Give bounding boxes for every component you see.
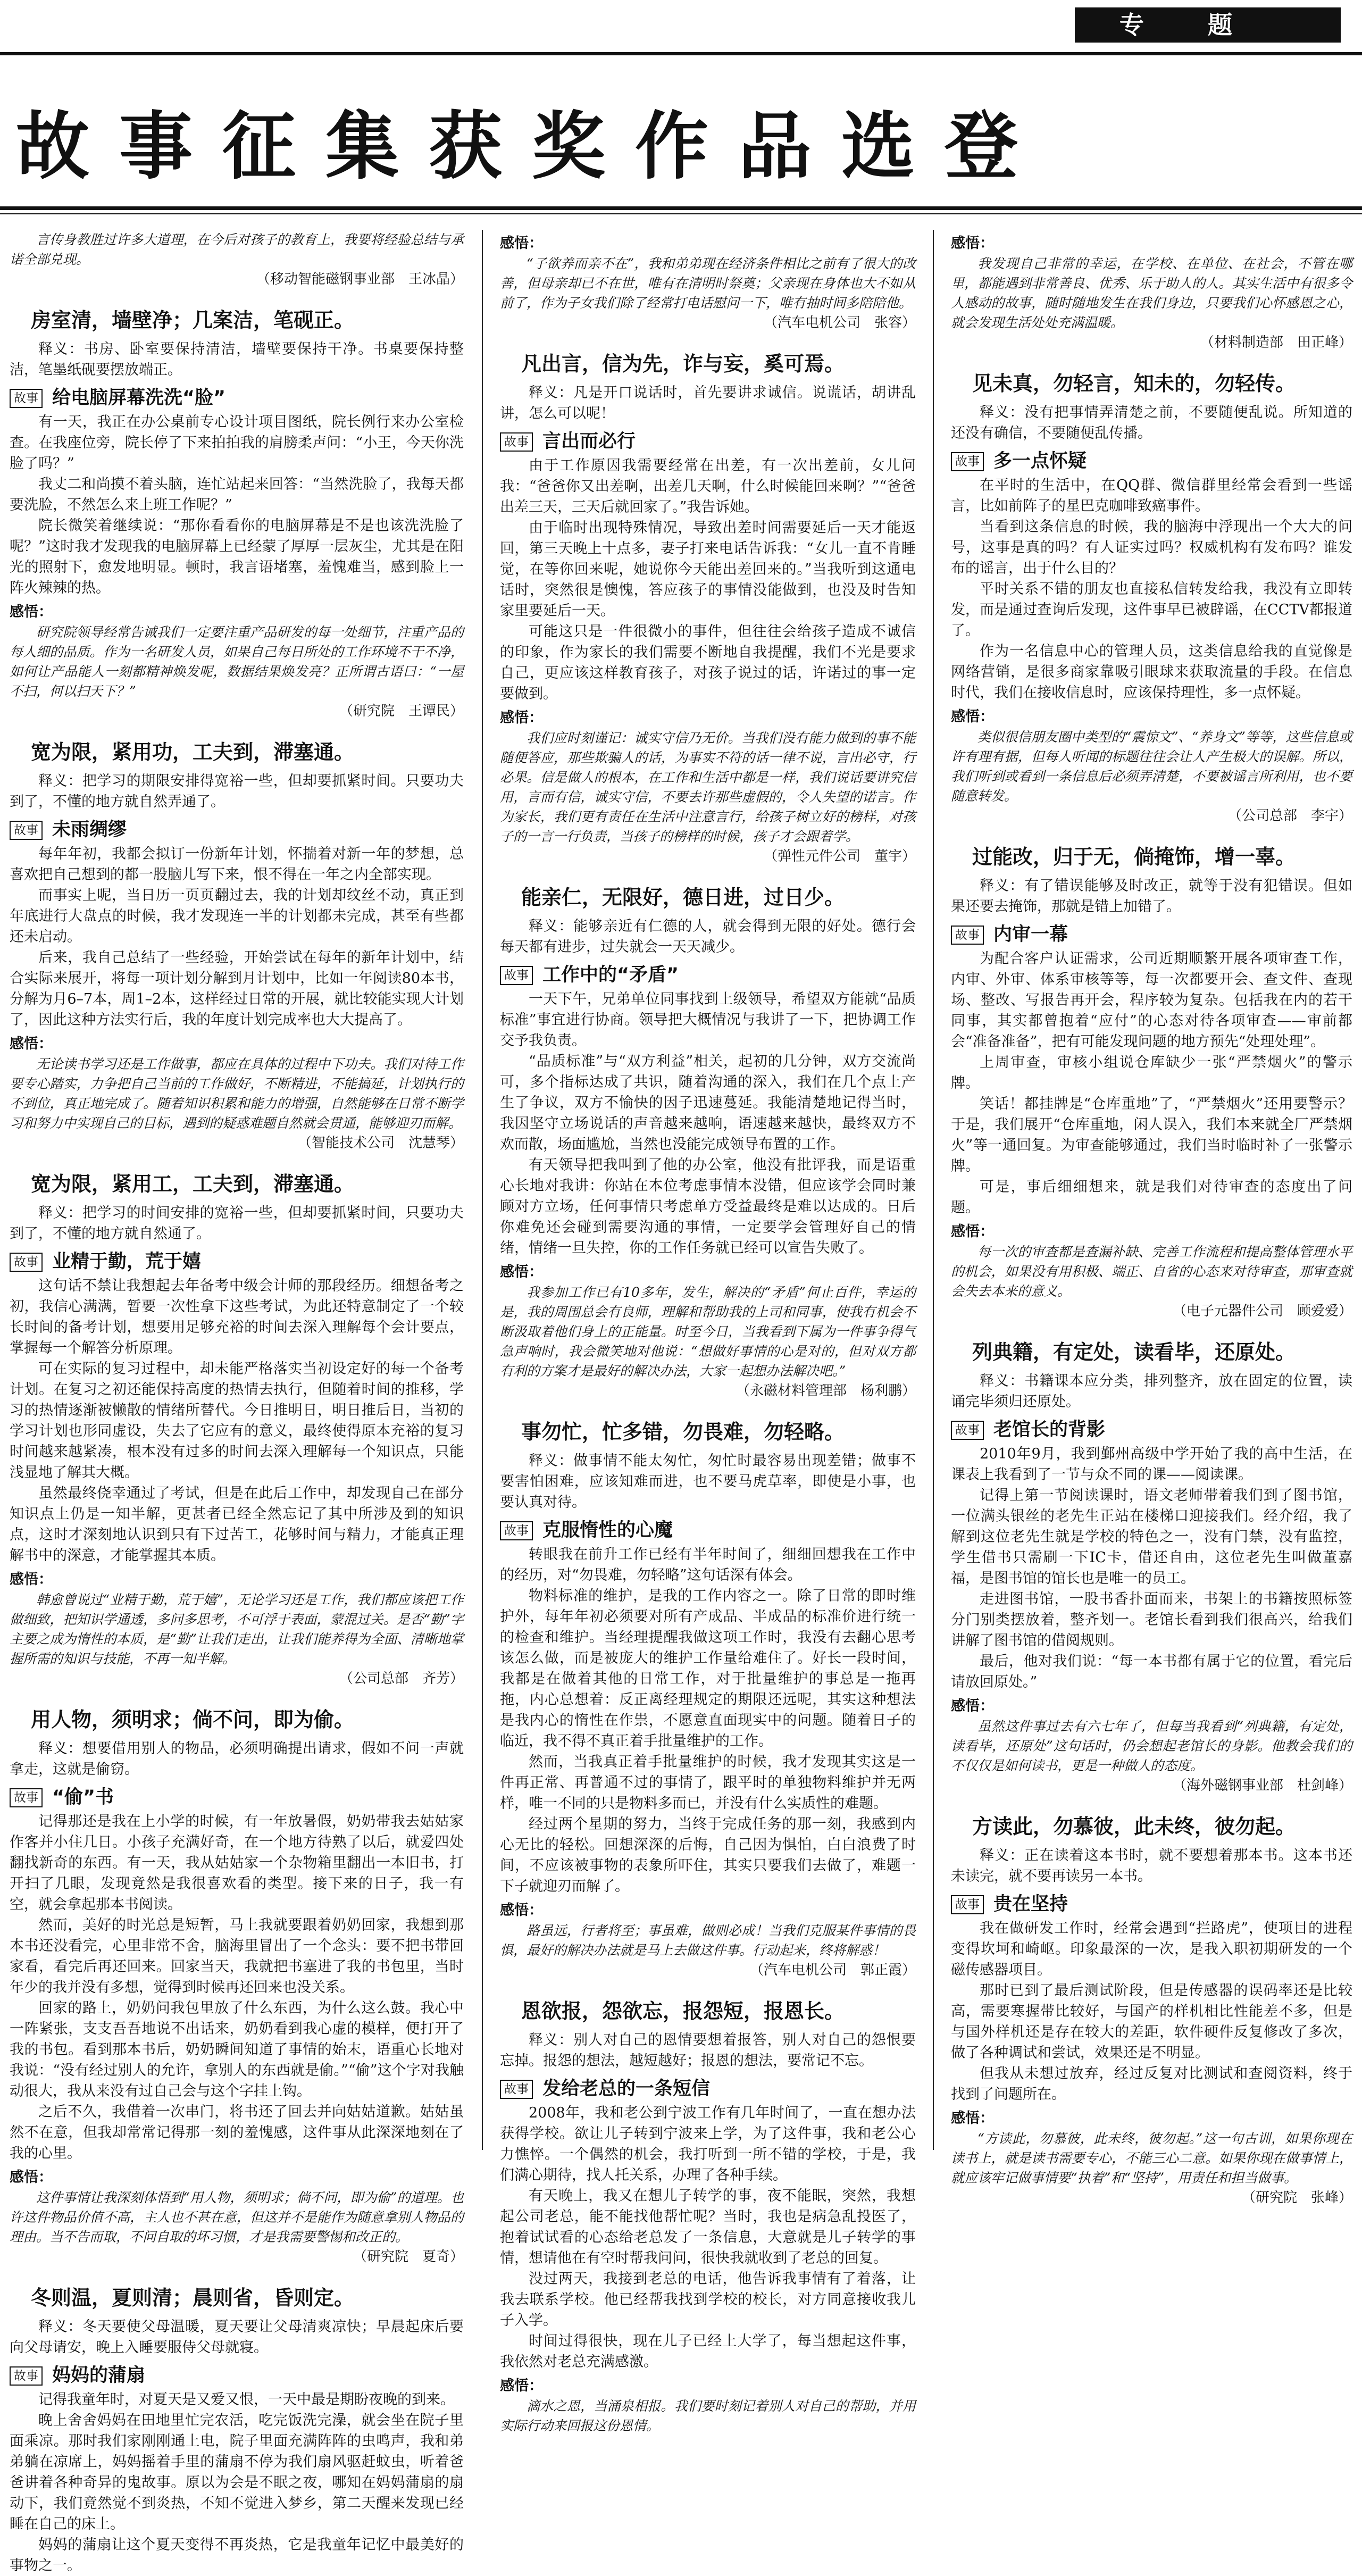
story-paragraph: 有天领导把我叫到了他的办公室，他没有批评我，而是语重心长地对我讲：你站在本位考虑事情本没错，但应该学会同时兼顾对方立场，任何事情只考虑单方受益最终是难以达成的。日后你难免还会碰到需要沟通的事情，一定要学会管理好自己的情绪，情绪一旦失控，你的工作任务就已经可以宣告失败了。 xyxy=(500,1157,916,1256)
section-title: 冬则温，夏则清；晨则省，昏则定。 xyxy=(31,2286,355,2310)
story-paragraph: 笑话！都挂牌是“仓库重地”了，“严禁烟火”还用要警示？于是，我们展开“仓库重地，闲人误入，我们本来就全厂严禁烟火”等一通回复。为审查能够通过，我们当时临时补了一张警示牌。 xyxy=(951,1096,1352,1174)
story-paragraph: 经过两个星期的努力，当终于完成任务的那一刻，我感到内心无比的轻松。回想深深的后悔，自己因为惧怕，白白浪费了时间，不应该被事物的表象所吓住，其实只要我们去做了，难题一下子就迎刃而解了。 xyxy=(500,1816,916,1895)
story-paragraph: 然而，当我真正着手批量维护的时候，我才发现其实这是一件再正常、再普通不过的事情了，跟平时的单独物料维护并无两样，唯一不同的只是物料多而已，并没有什么实质性的难题。 xyxy=(500,1754,916,1812)
lead-text: 言传身教胜过许多大道理，在今后对孩子的教育上，我要将经验总结与承诺全部兑现。 xyxy=(10,232,464,267)
author-credit: （移动智能磁钢事业部 王冰晶） xyxy=(256,271,464,287)
story-title: 多一点怀疑 xyxy=(993,451,1087,472)
story-heading xyxy=(10,820,464,840)
explanation-text: 释义：凡是开口说话时，首先要讲求诚信。说谎话，胡讲乱讲，怎么可以呢！ xyxy=(500,385,916,422)
top-rule xyxy=(0,52,1362,55)
story-tag: 故事 xyxy=(10,821,43,840)
story-title: 给电脑屏幕洗洗“脸” xyxy=(52,387,226,409)
reflection-text: 每一次的审查都是查漏补缺、完善工作流程和提高整体管理水平的机会，如果没有用积极、端正、自省的心态来对待审查，那审查就会失去本来的意义。 xyxy=(951,1244,1352,1299)
author-credit: （研究院 王谭民） xyxy=(339,703,464,719)
author-credit: （汽车电机公司 张容） xyxy=(763,315,916,331)
story-heading xyxy=(951,924,1352,945)
story-paragraph: 我在做研发工作时，经常会遇到“拦路虎”，使项目的进程变得坎坷和崎岖。印象最深的一次，是我入职初期研发的一个磁传感器项目。 xyxy=(951,1920,1352,1978)
headline-rule xyxy=(0,206,1362,210)
reflection-text: 我参加工作已有10多年，发生，解决的“矛盾”何止百件，幸运的是，我的周围总会有良师，理解和帮助我的上司和同事，使我有机会不断汲取着他们身上的正能量。时至今日，当我看到下属为一件事争得气急声响时，我会微笑地对他说：“想做好事情的心是对的，但对双方都有利的方案才是最好的解决办法，大家一起想办法解决吧。” xyxy=(500,1285,916,1379)
story-heading xyxy=(10,1787,464,1808)
reflection-label: 感悟： xyxy=(951,1223,994,1240)
section-title: 过能改，归于无，倘掩饰，增一辜。 xyxy=(972,845,1296,869)
story-paragraph: 走进图书馆，一股书香扑面而来，书架上的书籍按照标签分门别类摆放着，整齐划一。老馆长看到我们很高兴，给我们讲解了图书馆的借阅规则。 xyxy=(951,1591,1352,1649)
section-title: 列典籍，有定处，读看毕，还原处。 xyxy=(972,1340,1296,1364)
story-paragraph: 上周审查，审核小组说仓库缺少一张“严禁烟火”的警示牌。 xyxy=(951,1054,1352,1091)
story-paragraph: 由于临时出现特殊情况，导致出差时间需要延后一天才能返回，第三天晚上十点多，妻子打来电话告诉我：“女儿一直不肯睡觉，在等你回来呢，她说你今天能出差回来的。”当我听到这通电话时，突然很是懊愧，答应孩子的事情没能做到，也没及时告知家里要延后一天。 xyxy=(500,520,916,619)
story-paragraph: 没过两天，我接到老总的电话，他告诉我事情有了着落，让我去联系学校。他已经帮我找到学校的校长，对方同意接收我儿子入学。 xyxy=(500,2271,916,2329)
story-heading xyxy=(10,2365,464,2386)
explanation-text: 释义：有了错误能够及时改正，就等于没有犯错误。但如果还要去掩饰，那就是错上加错了。 xyxy=(951,878,1352,915)
story-tag: 故事 xyxy=(951,926,984,945)
story-paragraph: 一天下午，兄弟单位同事找到上级领导，希望双方能就“品质标准”事宜进行协商。领导把大概情况与我讲了一下，把协调工作交予我负责。 xyxy=(500,991,916,1049)
story-tag: 故事 xyxy=(951,1421,984,1440)
section-title: 凡出言，信为先，诈与妄，奚可焉。 xyxy=(521,352,845,376)
story-tag: 故事 xyxy=(951,452,984,471)
story-title: 发给老总的一条短信 xyxy=(542,2078,711,2099)
story-paragraph: 院长微笑着继续说：“那你看看你的电脑屏幕是不是也该洗洗脸了呢？”这时我才发现我的电脑屏幕上已经蒙了厚厚一层灰尘，尤其是在阳光的照射下，愈发地明显。顿时，我言语堵塞，羞愧难当，感到脸上一阵火辣辣的热。 xyxy=(10,518,464,596)
section-title: 宽为限，紧用工，工夫到，滞塞通。 xyxy=(31,1172,355,1196)
reflection-text: 研究院领导经常告诫我们一定要注重产品研发的每一处细节，注重产品的每人细的品质。作为一名研发人员，如果自己每日所处的工作环境不干不净，如何让产品能人一刻都精神焕发呢，数据结果焕发亮？正所谓古语曰：“一屋不扫，何以扫天下？” xyxy=(10,624,464,699)
story-tag: 故事 xyxy=(500,966,533,985)
section-title: 房室清，墙壁净；几案洁，笔砚正。 xyxy=(31,309,355,332)
author-credit: （公司总部 李宇） xyxy=(1227,808,1352,824)
column-middle xyxy=(487,230,929,2433)
story-title: 工作中的“矛盾” xyxy=(542,964,679,986)
column-divider xyxy=(933,230,934,2150)
story-paragraph: 有一天，我正在办公桌前专心设计项目图纸，院长例行来办公室检查。在我座位旁，院长停了下来拍拍我的肩膀柔声问：“小王，今天你洗脸了吗？” xyxy=(10,414,464,472)
explanation-text: 释义：把学习的期限安排得宽裕一些，但却要抓紧时间。只要功夫到了，不懂的地方就自然弄通了。 xyxy=(10,773,464,810)
author-credit: （公司总部 齐芳） xyxy=(339,1671,464,1687)
story-paragraph: 记得上第一节阅读课时，语文老师带着我们到了图书馆，一位满头银丝的老先生正站在楼梯口迎接我们。经介绍，我了解到这位老先生就是学校的特色之一，没有门禁，没有监控，学生借书只需刷一下IC卡，借还自由，这位老先生叫做董嘉福，是图书馆的馆长也是唯一的员工。 xyxy=(951,1487,1352,1587)
author-credit: （研究院 张峰） xyxy=(1241,2190,1352,2206)
story-paragraph: 由于工作原因我需要经常在出差，有一次出差前，女儿问我：“爸爸你又出差啊，出差几天啊，什么时候能回来啊？”“爸爸出差三天，三天后就回家了。”我告诉她。 xyxy=(500,457,916,515)
story-heading xyxy=(951,1420,1352,1440)
story-tag: 故事 xyxy=(10,389,43,408)
reflection-text: 滴水之恩，当涌泉相报。我们要时刻记着别人对自己的帮助，并用实际行动来回报这份恩情。 xyxy=(500,2398,916,2433)
article-section xyxy=(951,1812,1352,2208)
story-paragraph: 每年年初，我都会拟订一份新年计划，怀揣着对新一年的梦想，总喜欢把自己想到的都一股脑儿写下来，恨不得在一年之内全部实现。 xyxy=(10,846,464,883)
reflection-label: 感悟： xyxy=(10,1036,53,1052)
story-paragraph: 我丈二和尚摸不着头脑，连忙站起来回答：“当然洗脸了，我每天都要洗脸，不然怎么来上班工作呢？” xyxy=(10,476,464,513)
story-paragraph: 但我从未想过放弃，经过反复对比测试和查阅资料，终于找到了问题所在。 xyxy=(951,2065,1352,2103)
reflection-label: 感悟： xyxy=(10,2169,53,2186)
reflection-text: 这件事情让我深刻体悟到“用人物，须明求；倘不问，即为偷”的道理。也许这件物品价值不高，主人也不甚在意，但这并不是能作为随意拿别人物品的理由。当不告而取，不问自取的坏习惯，才是我需要警惕和改正的。 xyxy=(10,2190,464,2245)
reflection-label: 感悟： xyxy=(500,235,543,252)
story-paragraph: 虽然最终侥幸通过了考试，但是在此后工作中，却发现自己在部分知识点上仍是一知半解，更甚者已经全然忘记了其中所涉及到的知识点，这时才深刻地认识到只有下过苦工，花够时间与精力，才能真正理解书中的深意，才能掌握其本质。 xyxy=(10,1485,464,1564)
story-paragraph: 记得那还是我在上小学的时候，有一年放暑假，奶奶带我去姑姑家作客并小住几日。小孩子充满好奇，在一个地方待熟了以后，就爱四处翻找新奇的东西。有一天，我从姑姑家一个杂物箱里翻出一本旧书，打开扫了几眼，发现竟然是我很喜欢看的类型。接下来的日子，我一有空，就会拿起那本书阅读。 xyxy=(10,1813,464,1913)
reflection-label: 感悟： xyxy=(951,2110,994,2127)
author-credit: （永磁材料管理部 杨利鹏） xyxy=(736,1383,916,1399)
explanation-text: 释义：想要借用别人的物品，必须明确提出请求，假如不问一声就拿走，这就是偷窃。 xyxy=(10,1740,464,1778)
story-title: 未雨绸缪 xyxy=(52,819,127,840)
story-paragraph: 可在实际的复习过程中，却未能严格落实当初设定好的每一个备考计划。在复习之初还能保持高度的热情去执行，但随着时间的推移，学习的热情逐渐被懒散的情绪所替代。今日推明日，明日推后日，当初的学习计划也形同虚设，失去了它应有的意义，最终使得原本充裕的复习时间越来越紧凑，根本没有过多的时间去深入理解每一个知识点，只能浅显地了解其大概。 xyxy=(10,1361,464,1481)
story-title: 业精于勤，荒于嬉 xyxy=(52,1251,202,1272)
article-section xyxy=(10,738,464,1154)
story-paragraph: “品质标准”与“双方利益”相关，起初的几分钟，双方交流尚可，多个指标达成了共识，随着沟通的深入，我们在几个点上产生了争议，双方不愉快的因子迅速蔓延。我能清楚地记得当时，我因坚守立场说话的声音越来越响，语速越来越快，最终双方不欢而散，场面尴尬，当然也没能完成领导布置的工作。 xyxy=(500,1053,916,1153)
article-section xyxy=(10,1170,464,1689)
story-paragraph: 物料标准的维护，是我的工作内容之一。除了日常的即时维护外，每年年初必须要对所有产成品、半成品的标准价进行统一的检查和维护。当经理提醒我做这项工作时，我没有去翻心思考该怎么做，而是被庞大的维护工作量给难住了。好长一段时间，我都是在做着其他的日常工作，对于批量维护的事总是一拖再拖，内心总想着：反正离经理规定的期限还远呢，其实这种想法是我内心的惰性在作祟，不愿意直面现实中的问题。随着日子的临近，我不得不真正着手批量维护的工作。 xyxy=(500,1588,916,1749)
story-paragraph: 平时关系不错的朋友也直接私信转发给我，我没有立即转发，而是通过查询后发现，这件事早已被辟谣，在CCTV都报道了。 xyxy=(951,581,1352,639)
author-credit: （材料制造部 田正峰） xyxy=(1200,335,1352,351)
story-title: “偷”书 xyxy=(52,1787,114,1808)
story-tag: 故事 xyxy=(10,2366,43,2386)
story-paragraph: 这句话不禁让我想起去年备考中级会计师的那段经历。细想备考之初，我信心满满，暂要一次性拿下这些考试，为此还特意制定了一个较长时间的备考计划，想要用足够充裕的时间去深入理解每个会计要点，掌握每一个解答分析原理。 xyxy=(10,1278,464,1356)
page-headline: 故事征集获奖作品选登 xyxy=(16,104,1048,189)
reflection-text: 虽然这件事过去有六七年了，但每当我看到“列典籍，有定处，读看毕，还原处”这句话时，仍会想起老馆长的身影。他教会我们的不仅仅是如何读书，更是一种做人的态度。 xyxy=(951,1719,1352,1773)
story-heading xyxy=(500,965,916,986)
story-tag: 故事 xyxy=(951,1895,984,1914)
story-heading xyxy=(500,2079,916,2099)
column-left xyxy=(10,230,478,2574)
reflection-label: 感悟： xyxy=(951,235,994,252)
story-paragraph: 后来，我自己总结了一些经验，开始尝试在每年的新年计划中，结合实际来展开，将每一项计划分解到月计划中，比如一年阅读80本书，分解为月6–7本，周1–2本，这样经过日常的开展，就比较能实现大计划了，因此这种方法实行后，我的年度计划完成率也大大提高了。 xyxy=(10,949,464,1028)
section-title: 事勿忙，忙多错，勿畏难，勿轻略。 xyxy=(521,1420,845,1444)
story-heading xyxy=(500,431,916,452)
reflection-text: 路虽远，行者将至；事虽难，做则必成！当我们克服某件事情的畏惧，最好的解决办法就是马上去做这件事。行动起来，终将解惑！ xyxy=(500,1923,916,1958)
article-section xyxy=(10,306,464,722)
article-section xyxy=(951,1338,1352,1796)
article-section xyxy=(500,1997,916,2436)
article-section xyxy=(500,349,916,867)
reflection-text: 我们应时刻谨记：诚实守信乃无价。当我们没有能力做到的事不能随便答应，那些欺骗人的话，为事实不符的话一律不说，言出必守，行必果。信是做人的根本，在工作和生活中都是一样，我们说话要讲究信用，言而有信，诚实守信，不要去许那些虚假的，令人失望的诺言。作为家长，我们更有责任在生活中注意言行，给孩子树立好的榜样，对孩子的一言一行负责，当孩子的榜样的时候，孩子才会跟着学。 xyxy=(500,730,916,844)
article-section xyxy=(951,843,1352,1322)
story-paragraph: 妈妈的蒲扇让这个夏天变得不再炎热，它是我童年记忆中最美好的事物之一。 xyxy=(10,2537,464,2574)
reflection-text: 类似很信朋友圈中类型的“震惊文”、“养身文”等等，这些信息或许有理有据，但每人听闻的标题往往会让人产生极大的误解。所以，我们听到或看到一条信息后必须弄清楚，不要被谣言所利用，也不要随意转发。 xyxy=(951,729,1352,804)
story-tag: 故事 xyxy=(10,1253,43,1272)
explanation-text: 释义：正在读着这本书时，就不要想着那本书。这本书还未读完，就不要再读另一本书。 xyxy=(951,1847,1352,1885)
column-divider xyxy=(482,230,483,2150)
reflection-text: 韩愈曾说过“业精于勤，荒于嬉”，无论学习还是工作，我们都应该把工作做细致，把知识学通透，多问多思考，不可浮于表面，蒙混过关。是否“勤”字主要之成为惰性的本质，是“勤”让我们走出，让我们能养得为全面、清晰地掌握所需的知识与技能，不再一知半解。 xyxy=(10,1592,464,1666)
author-credit: （研究院 夏奇） xyxy=(353,2249,464,2265)
story-paragraph: 回家的路上，奶奶问我包里放了什么东西，为什么这么鼓。我心中一阵紧张，支支吾吾地说不出话来，奶奶看到我心虚的模样，便打开了我的书包。看到那本书后，奶奶瞬间知道了事情的始末，语重心长地对我说：“没有经过别人的允许，拿别人的东西就是偷。”“偷”这个字对我触动很大，我从来没有过自己会与这个字挂上钩。 xyxy=(10,2000,464,2099)
story-title: 妈妈的蒲扇 xyxy=(52,2365,146,2386)
story-paragraph: 时间过得很快，现在儿子已经上大学了，每当想起这件事，我依然对老总充满感激。 xyxy=(500,2333,916,2370)
reflection-label: 感悟： xyxy=(500,1902,543,1919)
story-paragraph: 记得我童年时，对夏天是又爱又恨，一天中最是期盼夜晚的到来。 xyxy=(38,2391,455,2408)
section-title: 恩欲报，怨欲忘，报怨短，报恩长。 xyxy=(521,1999,845,2023)
reflection-label: 感悟： xyxy=(10,604,53,620)
explanation-text: 释义：冬天要使父母温暖，夏天要让父母清爽凉快；早晨起床后要向父母请安，晚上入睡要服侍父母就寝。 xyxy=(10,2319,464,2356)
article-section xyxy=(10,2283,464,2576)
article-section xyxy=(951,369,1352,827)
section-title: 用人物，须明求；倘不问，即为偷。 xyxy=(31,1708,355,1731)
story-paragraph: 然而，美好的时光总是短暂，马上我就要跟着奶奶回家，我想到那本书还没看完，心里非常不舍，脑海里冒出了一个念头：要不把书带回家看，看完后再还回来。回家当天，我就把书塞进了我的书包里，当时年少的我并没有多想，觉得到时候再还回来也没关系。 xyxy=(10,1917,464,1996)
story-paragraph: 有天晚上，我又在想儿子转学的事，夜不能眠，突然，我想起公司老总，能不能找他帮忙呢？当时，我也是病急乱投医了，抱着试试看的心态给老总发了一条信息，大意就是儿子转学的事情，想请他在有空时帮我问问，很快我就收到了老总的回复。 xyxy=(500,2188,916,2266)
story-tag: 故事 xyxy=(500,432,533,452)
explanation-text: 释义：书房、卧室要保持清洁，墙壁要保持干净。书桌要保持整洁，笔墨纸砚要摆放端正。 xyxy=(10,341,464,378)
story-title: 老馆长的背影 xyxy=(993,1419,1106,1440)
headline-rule-thin xyxy=(0,213,1362,214)
explanation-text: 释义：把学习的时间安排的宽裕一些，但却要抓紧时间，只要功夫到了，不懂的地方就自然通了。 xyxy=(10,1205,464,1242)
story-tag: 故事 xyxy=(10,1788,43,1807)
section-label: 专题 xyxy=(1075,7,1341,43)
author-credit: （弹性元件公司 董宇） xyxy=(763,848,916,864)
explanation-text: 释义：做事情不能太匆忙，匆忙时最容易出现差错；做事不要害怕困难，应该知难而进，也不要马虎草率，即使是小事，也要认真对待。 xyxy=(500,1453,916,1511)
reflection-text: 无论读书学习还是工作做事，都应在具体的过程中下功夫。我们对待工作要专心踏实，力争把自己当前的工作做好，不断精进，不能搞延，计划执行的不到位，真正地完成了。随着知识积累和能力的增强，自然能够在日常不断学习和努力中实现自己的目标，遇到的疑惑难题自然就会贯通，能够迎刃而解。 xyxy=(10,1056,464,1131)
reflection-label: 感悟： xyxy=(951,708,994,725)
section-title: 宽为限，紧用功，工夫到，滞塞通。 xyxy=(31,740,355,764)
explanation-text: 释义：能够亲近有仁德的人，就会得到无限的好处。德行会每天都有进步，过失就会一天天减少。 xyxy=(500,918,916,955)
section-title: 能亲仁，无限好，德日进，过日少。 xyxy=(521,886,845,909)
story-paragraph: 在平时的生活中，在QQ群、微信群里经常会看到一些谣言，比如前阵子的星巴克咖啡致癌事件。 xyxy=(951,477,1352,514)
story-paragraph: 那时已到了最后测试阶段，但是传感器的误码率还是比较高，需要寒握带比较好，与国产的样机相比性能差不多，但是与国外样机还是存在较大的差距，软件硬件反复修改了多次，做了各种调试和尝试，效果还是不明显。 xyxy=(951,1982,1352,2061)
author-credit: （电子元器件公司 顾爱爱） xyxy=(1172,1303,1352,1319)
story-paragraph: 可是，事后细细想来，就是我们对待审查的态度出了问题。 xyxy=(951,1179,1352,1216)
explanation-text: 释义：别人对自己的恩情要想着报答，别人对自己的怨恨要忘掉。报怨的想法，越短越好；报恩的想法，要常记不忘。 xyxy=(500,2032,916,2069)
story-paragraph: 可能这只是一件很微小的事件，但往往会给孩子造成不诚信的印象，作为家长的我们需要不断地自我提醒，我们不光是要求自己，更应该这样教育孩子，对孩子说过的话，许诺过的事一定要做到。 xyxy=(500,623,916,702)
author-credit: （汽车电机公司 郭正霞） xyxy=(749,1962,916,1978)
story-heading xyxy=(500,1520,916,1541)
story-paragraph: 为配合客户认证需求，公司近期顺繁开展各项审查工作，内审、外审、体系审核等等，每一次都要开会、查文件、查现场、整改、写报告再开会，程序较为复杂。包括我在内的若干同事，其实都曾抱着“应付”的心态对待各项审查——审前都会“准备准备”，把有可能发现问题的地方预先“处理处理”。 xyxy=(951,951,1352,1050)
reflection-text: 我发现自己非常的幸运，在学校、在单位、在社会，不管在哪里，都能遇到非常善良、优秀、乐于助人的人。其实生活中有很多令人感动的故事，随时随地发生在我们身边，只要我们心怀感恩之心，就会发现生活处处充满温暖。 xyxy=(951,256,1352,330)
story-paragraph: 之后不久，我借着一次串门，将书还了回去并向姑姑道歉。姑姑虽然不在意，但我却常常记得那一刻的羞愧感，这件事从此深深地刻在了我的心里。 xyxy=(10,2104,464,2162)
author-credit: （海外磁钢事业部 杜剑峰） xyxy=(1172,1778,1352,1794)
story-paragraph: 当看到这条信息的时候，我的脑海中浮现出一个大大的问号，这事是真的吗？有人证实过吗？权威机构有发布吗？谁发布的谣言，出于什么目的？ xyxy=(951,519,1352,577)
section-title: 见未真，勿轻言，知未的，勿轻传。 xyxy=(972,372,1296,395)
author-credit: （智能技术公司 沈慧琴） xyxy=(297,1135,464,1151)
story-heading xyxy=(10,1252,464,1272)
story-paragraph: 而事实上呢，当日历一页页翻过去，我的计划却纹丝不动，真正到年底进行大盘点的时候，我才发现连一半的计划都未完成，甚至有些都还未启动。 xyxy=(10,887,464,945)
story-title: 贵在坚持 xyxy=(993,1894,1068,1915)
story-paragraph: 最后，他对我们说：“每一本书都有属于它的位置，看完后请放回原处。” xyxy=(951,1653,1352,1690)
reflection-label: 感悟： xyxy=(500,2378,543,2394)
story-heading xyxy=(951,1894,1352,1915)
reflection-label: 感悟： xyxy=(951,1698,994,1714)
explanation-text: 释义：书籍课本应分类，排列整齐，放在固定的位置，读诵完毕须归还原处。 xyxy=(951,1373,1352,1410)
reflection-text: “子欲养而亲不在”，我和弟弟现在经济条件相比之前有了很大的改善，但母亲却已不在世，唯有在清明时祭奠；父亲现在身体也大不如从前了，作为子女我们除了经常打电话慰问一下，唯有抽时间多陪陪他。 xyxy=(500,256,916,311)
reflection-label: 感悟： xyxy=(10,1571,53,1588)
reflection-label: 感悟： xyxy=(500,1264,543,1280)
article-section xyxy=(10,1705,464,2267)
story-paragraph: 2010年9月，我到鄞州高级中学开始了我的高中生活，在课表上我看到了一节与众不同的课——阅读课。 xyxy=(951,1446,1352,1483)
column-right xyxy=(938,230,1352,2206)
story-paragraph: 2008年，我和老公到宁波工作有几年时间了，一直在想办法获得学校。欲让儿子转到宁波来上学，为了这件事，我和老公心力憔悴。一个偶然的机会，我打听到一所不错的学校，于是，我们满心期待，找人托关系，办理了各种手续。 xyxy=(500,2105,916,2183)
story-heading xyxy=(10,388,464,409)
story-title: 言出而必行 xyxy=(542,431,636,452)
story-paragraph: 作为一名信息中心的管理人员，这类信息给我的直觉像是网络营销，是很多商家靠吸引眼球来获取流量的手段。在信息时代，我们在接收信息时，应该保持理性，多一点怀疑。 xyxy=(951,643,1352,701)
reflection-text: “方读此，勿慕彼，此未终，彼勿起。”这一句古训，如果你现在读书上，就是读书需要专心，不能三心二意。如果你现在做事情上，就应该牢记做事情要“执着”和“坚持”，用责任和担当做事。 xyxy=(951,2131,1352,2186)
section-title: 方读此，勿慕彼，此未终，彼勿起。 xyxy=(972,1815,1296,1838)
story-title: 克服惰性的心魔 xyxy=(542,1520,673,1541)
story-tag: 故事 xyxy=(500,1521,533,1540)
explanation-text: 释义：没有把事情弄清楚之前，不要随便乱说。所知道的还没有确信，不要随便乱传播。 xyxy=(951,404,1352,441)
story-paragraph: 转眼我在前升工作已经有半年时间了，细细回想我在工作中的经历，对“勿畏难，勿轻略”这句话深有体会。 xyxy=(500,1546,916,1583)
article-section xyxy=(500,1418,916,1981)
article-section xyxy=(500,883,916,1402)
story-heading xyxy=(951,451,1352,472)
top-bar xyxy=(0,0,1362,52)
story-title: 内审一幕 xyxy=(993,924,1068,945)
reflection-label: 感悟： xyxy=(500,710,543,726)
story-paragraph: 晚上舍舍妈妈在田地里忙完农活，吃完饭洗完澡，就会坐在院子里面乘凉。那时我们家刚刚通上电，院子里面充满阵阵的虫鸣声，我和弟弟躺在凉席上，妈妈摇着手里的蒲扇不停为我们扇风驱赶蚊虫，听着爸爸讲着各种奇异的鬼故事。原以为会是不眠之夜，哪知在妈妈蒲扇的扇动下，我们竟然觉不到炎热，不知不觉进入梦乡，第二天醒来发现已经睡在自己的床上。 xyxy=(10,2412,464,2532)
story-tag: 故事 xyxy=(500,2080,533,2099)
